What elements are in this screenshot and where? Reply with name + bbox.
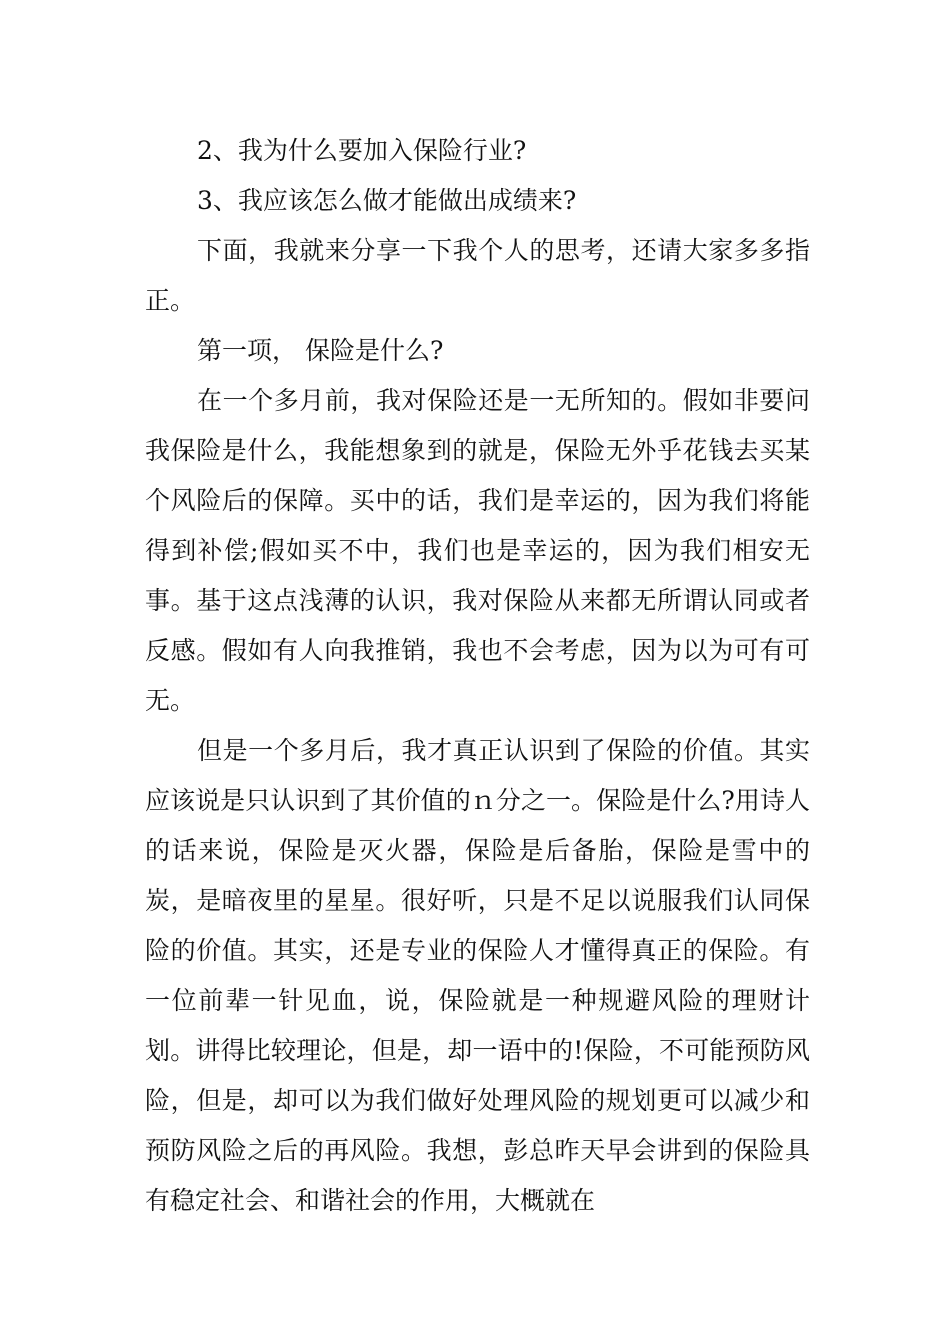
section-heading-first: 第一项， 保险是什么? xyxy=(197,336,444,365)
paragraph-after: 但是一个多月后，我才真正认识到了保险的价值。其实应该说是只认识到了其价值的ｎ分之一。保险是什么?用诗人的话来说，保险是灭火器，保险是后备胎，保险是雪中的炭，是暗夜里的星星。很好听，只是不足以说服我们认同保险的价值。其实，还是专业的保险人才懂得真正的保险。有一位前辈一针见血，说，保险就是一种规避风险的理财计划。讲得比较理论，但是，却一语中的!保险，不可能预防风险，但是，却可以为我们做好处理风险的规划更可以减少和预防风险之后的再风险。我想，彭总昨天早会讲到的保险具有稳定社会、和谐社会的作用，大概就在 xyxy=(145,736,810,1215)
paragraph-intro: 下面，我就来分享一下我个人的思考，还请大家多多指正。 xyxy=(145,236,810,315)
document-body xyxy=(145,126,810,1226)
paragraph-question-3: 3、我应该怎么做才能做出成绩来? xyxy=(197,186,577,215)
paragraph-question-2: 2、我为什么要加入保险行业? xyxy=(197,136,527,165)
paragraph-before: 在一个多月前，我对保险还是一无所知的。假如非要问我保险是什么，我能想象到的就是，保险无外乎花钱去买某个风险后的保障。买中的话，我们是幸运的，因为我们将能得到补偿;假如买不中，我们也是幸运的，因为我们相安无事。基于这点浅薄的认识，我对保险从来都无所谓认同或者反感。假如有人向我推销，我也不会考虑，因为以为可有可无。 xyxy=(145,386,810,715)
